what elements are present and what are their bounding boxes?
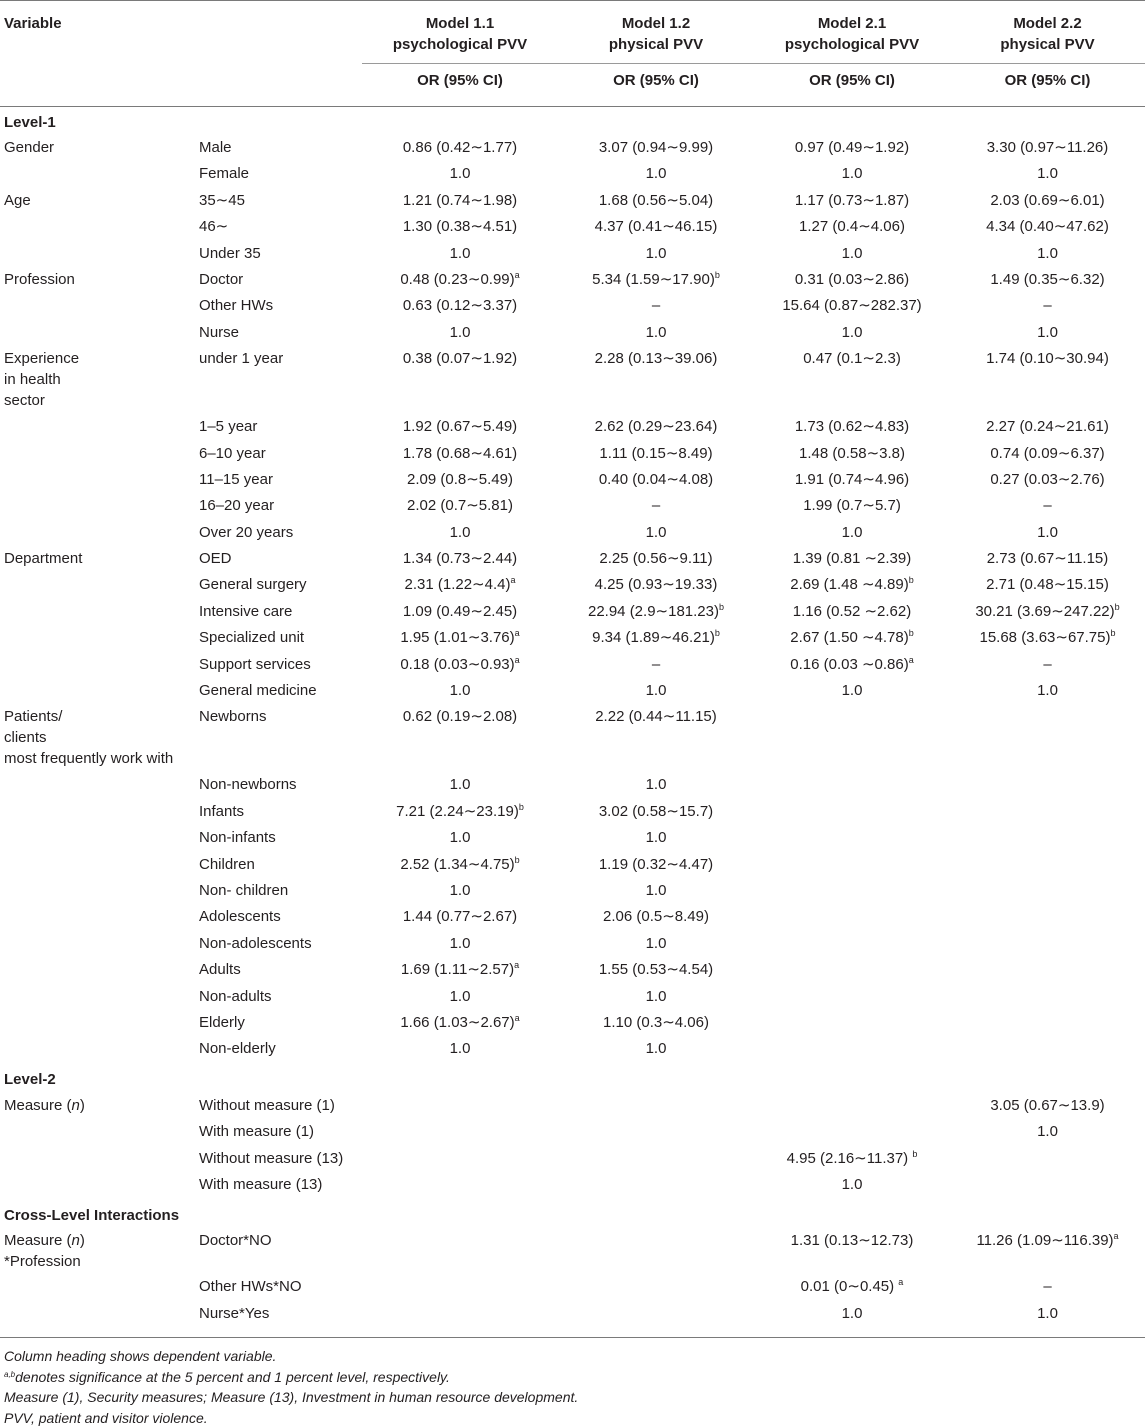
category-cell: 11–15 year (199, 470, 273, 488)
category-cell: 1–5 year (199, 418, 258, 436)
category-cell: OED (199, 550, 232, 568)
model-1-1-value: 1.0 (449, 323, 471, 341)
model-2-2-value: 30.21 (3.69∼247.22)$^b$ (975, 601, 1120, 620)
model-1-1-value (362, 1148, 558, 1174)
model-2-2-value (950, 933, 1145, 959)
model-1-1-value: 1.0 (449, 244, 471, 262)
table-row (0, 959, 1145, 985)
table-row (0, 880, 1145, 906)
model-2-2-value: 2.71 (0.48∼15.15) (986, 576, 1109, 594)
variable-cell (0, 880, 196, 906)
table-row (0, 522, 1145, 548)
model-2-2-value: 11.26 (1.09∼116.39)$^a$ (976, 1231, 1119, 1250)
table-row (0, 137, 1145, 163)
header-stat: OR (95% CI) (754, 64, 950, 107)
variable-cell (0, 627, 196, 653)
model-2-2-value (950, 801, 1145, 827)
model-1-2-value (558, 1121, 754, 1147)
category-cell: Non-infants (199, 829, 276, 847)
model-1-1-value: 1.0 (449, 776, 471, 794)
category-cell: Newborns (199, 708, 267, 726)
category-cell: Nurse (199, 323, 240, 341)
model-2-1-value: 4.95 (2.16∼11.37) $^b$ (786, 1148, 918, 1167)
model-1-1-value: 1.30 (0.38∼4.51) (402, 218, 518, 236)
model-1-1-value: 1.0 (449, 1040, 471, 1058)
model-2-1-value (754, 1095, 950, 1121)
variable-cell (0, 680, 196, 706)
header-row-stats (0, 64, 1145, 107)
model-2-2-value: – (1043, 297, 1052, 315)
category-cell: 46∼ (199, 218, 229, 236)
section-level-1: Level-1 (4, 113, 56, 131)
model-2-1-value (754, 880, 950, 906)
table-row (0, 601, 1145, 627)
category-cell: Under 35 (199, 244, 261, 262)
model-2-2-value (950, 706, 1145, 774)
model-2-1-value (754, 774, 950, 800)
variable-cell: Gender (4, 139, 55, 156)
model-2-2-value: 1.0 (1037, 523, 1058, 541)
category-cell: Infants (199, 802, 245, 820)
table-row (0, 243, 1145, 269)
model-1-1-value: 1.0 (449, 829, 471, 847)
table-row (0, 1174, 1145, 1200)
model-2-1-value: 2.69 (1.48 ∼4.89)$^b$ (790, 575, 914, 594)
model-2-2-value (950, 1174, 1145, 1200)
model-2-2-value: 4.34 (0.40∼47.62) (986, 218, 1109, 236)
model-2-2-value (950, 906, 1145, 932)
model-2-1-value: 1.91 (0.74∼4.96) (794, 470, 910, 488)
model-2-1-value: 1.0 (841, 1304, 863, 1322)
table-row (0, 574, 1145, 600)
model-1-2-value (558, 1095, 754, 1121)
model-1-2-value: 2.22 (0.44∼11.15) (595, 708, 717, 726)
model-1-1-value: 1.0 (449, 165, 471, 183)
model-1-2-value: – (651, 297, 661, 315)
model-1-2-value: 1.19 (0.32∼4.47) (598, 855, 714, 873)
category-cell: Intensive care (199, 602, 293, 620)
model-1-1-value: 1.44 (0.77∼2.67) (402, 908, 518, 926)
header-variable: Variable (4, 15, 62, 32)
model-2-1-value: 0.16 (0.03 ∼0.86)$^a$ (790, 654, 914, 673)
model-1-1-value: 1.0 (449, 881, 471, 899)
category-cell: Nurse*Yes (199, 1304, 270, 1322)
table-row (0, 495, 1145, 521)
model-2-2-value: 0.74 (0.09∼6.37) (990, 444, 1105, 462)
variable-cell (0, 163, 196, 189)
model-1-1-value: 0.62 (0.19∼2.08) (402, 708, 518, 726)
variable-cell (0, 469, 196, 495)
model-1-2-value (558, 1148, 754, 1174)
table-row (0, 906, 1145, 932)
variable-cell (0, 801, 196, 827)
model-1-1-value (362, 1174, 558, 1200)
model-2-2-value (950, 986, 1145, 1012)
variable-cell (0, 1174, 196, 1200)
variable-cell (0, 827, 196, 853)
model-1-2-value: 3.02 (0.58∼15.7) (598, 802, 714, 820)
note-line: Column heading shows dependent variable. (4, 1348, 277, 1365)
model-2-2-value: – (1043, 1278, 1052, 1296)
variable-cell (0, 601, 196, 627)
model-1-1-value: 1.69 (1.11∼2.57)$^a$ (400, 960, 520, 979)
model-2-2-value (950, 1148, 1145, 1174)
model-1-2-value (558, 1303, 754, 1329)
model-2-1-value (754, 801, 950, 827)
model-1-2-value: 1.0 (645, 829, 667, 847)
header-stat: OR (95% CI) (558, 64, 754, 107)
variable-cell (0, 933, 196, 959)
table-row (0, 1012, 1145, 1038)
model-2-2-value: 3.05 (0.67∼13.9) (990, 1096, 1105, 1114)
model-2-1-value: 1.73 (0.62∼4.83) (794, 418, 910, 436)
category-cell: Elderly (199, 1013, 245, 1031)
category-cell: under 1 year (199, 350, 284, 368)
model-1-1-value: 1.21 (0.74∼1.98) (402, 191, 518, 209)
model-1-2-value: 4.25 (0.93∼19.33) (594, 576, 718, 594)
variable-cell (0, 654, 196, 680)
model-1-2-value: 1.0 (645, 323, 667, 341)
table-bottom-rule (0, 1329, 1145, 1338)
variable-cell (0, 416, 196, 442)
model-1-1-value: 1.92 (0.67∼5.49) (402, 418, 518, 436)
table-row (0, 1121, 1145, 1147)
model-1-1-value (362, 1230, 558, 1276)
model-2-1-value (754, 854, 950, 880)
table-row (0, 443, 1145, 469)
model-1-2-value: 9.34 (1.89∼46.21)$^b$ (592, 628, 720, 647)
table-row (0, 854, 1145, 880)
model-2-1-value: 1.99 (0.7∼5.7) (803, 497, 901, 515)
model-2-1-value (754, 986, 950, 1012)
table-row (0, 654, 1145, 680)
table-header (0, 1, 1145, 107)
header-stat: OR (95% CI) (362, 64, 558, 107)
model-1-1-value: 0.48 (0.23∼0.99)$^a$ (400, 269, 520, 288)
category-cell: 35∼45 (199, 191, 245, 209)
model-2-1-value: 0.01 (0∼0.45) $^a$ (800, 1277, 904, 1296)
category-cell: Without measure (1) (199, 1096, 335, 1114)
model-2-1-value (754, 933, 950, 959)
model-2-2-value: 1.0 (1037, 244, 1058, 262)
model-2-2-value: 1.74 (0.10∼30.94) (986, 350, 1109, 368)
table-row (0, 269, 1145, 295)
model-2-2-value: 2.27 (0.24∼21.61) (986, 418, 1109, 436)
table-row (0, 774, 1145, 800)
note-line: Measure (1), Security measures; Measure (13), Investment in human resource development. (4, 1389, 579, 1406)
table-row (0, 827, 1145, 853)
table-row (0, 706, 1145, 774)
table-row (0, 295, 1145, 321)
model-2-1-value: 2.67 (1.50 ∼4.78)$^b$ (790, 628, 914, 647)
header-stat: OR (95% CI) (950, 64, 1145, 107)
variable-cell (0, 443, 196, 469)
model-2-2-value: – (1043, 655, 1052, 673)
model-2-1-value: 1.17 (0.73∼1.87) (794, 191, 910, 209)
model-1-1-value: 1.95 (1.01∼3.76)$^a$ (400, 628, 520, 647)
model-2-1-value: 1.0 (841, 682, 863, 700)
model-2-2-value: 2.73 (0.67∼11.15) (986, 550, 1109, 568)
model-1-2-value: 2.25 (0.56∼9.11) (599, 550, 713, 568)
model-2-1-value (754, 706, 950, 774)
table-row (0, 933, 1145, 959)
model-2-2-value (950, 1012, 1145, 1038)
model-1-2-value: 5.34 (1.59∼17.90)$^b$ (592, 269, 720, 288)
model-1-2-value: 3.07 (0.94∼9.99) (598, 139, 714, 156)
model-1-1-value: 1.0 (449, 523, 471, 541)
model-1-2-value: 1.0 (645, 987, 667, 1005)
model-2-1-value (754, 906, 950, 932)
variable-cell: Profession (4, 270, 75, 288)
model-1-2-value: 1.68 (0.56∼5.04) (598, 191, 714, 209)
variable-cell (0, 295, 196, 321)
model-1-1-value: 0.18 (0.03∼0.93)$^a$ (400, 654, 520, 673)
variable-cell (0, 1038, 196, 1064)
variable-cell: Age (4, 191, 31, 209)
table-row (0, 1038, 1145, 1064)
variable-cell (0, 216, 196, 242)
variable-cell (0, 854, 196, 880)
category-cell: General surgery (199, 576, 307, 594)
model-1-1-value: 1.34 (0.73∼2.44) (402, 550, 518, 568)
header-row-models (0, 1, 1145, 64)
model-2-2-value: 0.27 (0.03∼2.76) (990, 470, 1105, 488)
model-1-2-value: 1.11 (0.15∼8.49) (599, 444, 713, 462)
variable-cell: Department (4, 550, 83, 568)
model-1-2-value: 1.0 (645, 881, 667, 899)
category-cell: Specialized unit (199, 629, 305, 647)
model-2-1-value: 1.0 (841, 323, 863, 341)
variable-cell: Measure (n) (4, 1096, 85, 1114)
model-1-1-value (362, 1303, 558, 1329)
model-1-1-value: 0.38 (0.07∼1.92) (402, 350, 518, 368)
table-row (0, 469, 1145, 495)
category-cell: Non-adults (199, 987, 272, 1005)
category-cell: Non- children (199, 881, 289, 899)
model-1-2-value: 2.06 (0.5∼8.49) (603, 908, 709, 926)
variable-cell: Measure (n) *Profession (4, 1232, 85, 1271)
category-cell: Male (199, 139, 232, 156)
variable-cell (0, 986, 196, 1012)
variable-cell (0, 1303, 196, 1329)
table-body (0, 107, 1145, 1338)
category-cell: With measure (1) (199, 1123, 315, 1141)
variable-cell (0, 522, 196, 548)
model-1-2-value: – (651, 497, 661, 515)
model-2-2-value: 1.0 (1037, 1304, 1058, 1322)
header-model-1-2: Model 1.2 physical PVV (608, 15, 704, 53)
header-model-1-1: Model 1.1 psychological PVV (392, 15, 528, 53)
model-1-2-value (558, 1230, 754, 1276)
model-1-1-value (362, 1276, 558, 1302)
model-2-1-value: 0.47 (0.1∼2.3) (803, 350, 901, 368)
table-row (0, 680, 1145, 706)
model-1-1-value: 1.78 (0.68∼4.61) (402, 444, 518, 462)
variable-cell (0, 1121, 196, 1147)
model-1-1-value: 2.52 (1.34∼4.75)$^b$ (400, 854, 520, 873)
model-2-2-value: 15.68 (3.63∼67.75)$^b$ (979, 628, 1116, 647)
model-1-1-value: 1.0 (449, 682, 471, 700)
category-cell: Other HWs (199, 297, 274, 315)
model-2-2-value: 1.0 (1037, 165, 1058, 183)
model-2-1-value: 0.97 (0.49∼1.92) (794, 139, 910, 156)
category-cell: Over 20 years (199, 523, 294, 541)
model-2-1-value (754, 1012, 950, 1038)
model-1-1-value: 1.0 (449, 987, 471, 1005)
model-1-2-value: 2.62 (0.29∼23.64) (594, 418, 718, 436)
category-cell: Adolescents (199, 908, 281, 926)
model-2-2-value: 1.49 (0.35∼6.32) (990, 270, 1105, 288)
table-row (0, 163, 1145, 189)
variable-cell (0, 322, 196, 348)
table-row (0, 1276, 1145, 1302)
variable-cell (0, 774, 196, 800)
variable-cell (0, 574, 196, 600)
model-2-2-value (950, 854, 1145, 880)
model-2-2-value (950, 774, 1145, 800)
model-1-2-value: 4.37 (0.41∼46.15) (594, 218, 718, 236)
model-2-2-value: 1.0 (1037, 1123, 1058, 1141)
model-1-1-value: 1.09 (0.49∼2.45) (402, 602, 518, 620)
category-cell: General medicine (199, 682, 317, 700)
table-row (0, 1095, 1145, 1121)
table-row (0, 1148, 1145, 1174)
model-2-2-value (950, 959, 1145, 985)
model-2-1-value: 1.0 (841, 523, 863, 541)
model-1-2-value: 22.94 (2.9∼181.23)$^b$ (587, 601, 724, 620)
model-1-2-value: 0.40 (0.04∼4.08) (598, 470, 714, 488)
table-notes (0, 1338, 1145, 1428)
model-2-2-value: 1.0 (1037, 323, 1058, 341)
model-2-2-value (950, 827, 1145, 853)
model-1-2-value: 1.0 (645, 776, 667, 794)
model-2-1-value (754, 1121, 950, 1147)
model-2-1-value: 1.31 (0.13∼12.73) (790, 1232, 914, 1250)
model-2-1-value: 1.0 (841, 1175, 863, 1193)
category-cell: Doctor*NO (199, 1232, 272, 1250)
category-cell: Support services (199, 655, 311, 673)
model-1-2-value (558, 1276, 754, 1302)
model-1-1-value (362, 1121, 558, 1147)
variable-cell: Experience in health sector (4, 350, 80, 410)
variable-cell (0, 243, 196, 269)
category-cell: Non-adolescents (199, 934, 312, 952)
table-row (0, 801, 1145, 827)
model-2-1-value: 1.39 (0.81 ∼2.39) (792, 550, 912, 568)
variable-cell (0, 906, 196, 932)
table-row (0, 1230, 1145, 1276)
category-cell: 6–10 year (199, 444, 266, 462)
model-1-2-value: 1.0 (645, 244, 667, 262)
model-2-2-value: 2.03 (0.69∼6.01) (990, 191, 1105, 209)
model-2-2-value: – (1043, 497, 1052, 515)
model-2-1-value (754, 827, 950, 853)
category-cell: Non-newborns (199, 776, 297, 794)
category-cell: Other HWs*NO (199, 1278, 302, 1296)
variable-cell (0, 959, 196, 985)
table-row (0, 986, 1145, 1012)
section-level-2: Level-2 (4, 1071, 56, 1089)
variable-cell (0, 1012, 196, 1038)
model-1-1-value: 0.86 (0.42∼1.77) (402, 139, 518, 156)
variable-cell (0, 495, 196, 521)
model-2-2-value: 3.30 (0.97∼11.26) (986, 139, 1109, 156)
table-row (0, 416, 1145, 442)
variable-cell: Patients/ clients most frequently work with (4, 708, 174, 768)
header-model-2-2: Model 2.2 physical PVV (1000, 15, 1095, 53)
category-cell: Non-elderly (199, 1040, 276, 1058)
model-1-2-value: – (651, 655, 661, 673)
table-row (0, 348, 1145, 416)
model-2-1-value: 1.48 (0.58∼3.8) (799, 444, 905, 462)
category-cell: Children (199, 855, 255, 873)
category-cell: Female (199, 165, 250, 183)
table-row (0, 1303, 1145, 1329)
model-2-1-value: 15.64 (0.87∼282.37) (782, 297, 922, 315)
variable-cell (0, 1276, 196, 1302)
table-row (0, 322, 1145, 348)
model-1-2-value: 1.10 (0.3∼4.06) (603, 1013, 709, 1031)
model-1-1-value: 1.0 (449, 934, 471, 952)
model-2-1-value (754, 1038, 950, 1064)
category-cell: Without measure (13) (199, 1149, 344, 1167)
category-cell: Doctor (199, 270, 244, 288)
model-1-2-value: 1.0 (645, 934, 667, 952)
model-2-2-value (950, 1038, 1145, 1064)
model-1-1-value: 2.31 (1.22∼4.4)$^a$ (404, 575, 516, 594)
model-2-1-value: 1.0 (841, 244, 863, 262)
model-2-2-value (950, 880, 1145, 906)
model-1-2-value: 1.0 (645, 682, 667, 700)
table-row (0, 190, 1145, 216)
model-1-2-value: 2.28 (0.13∼39.06) (594, 350, 718, 368)
model-1-1-value: 2.02 (0.7∼5.81) (407, 497, 513, 515)
model-2-1-value: 0.31 (0.03∼2.86) (794, 270, 910, 288)
model-1-1-value: 1.66 (1.03∼2.67)$^a$ (400, 1012, 520, 1031)
table-row (0, 548, 1145, 574)
model-1-2-value: 1.0 (645, 165, 667, 183)
category-cell: Adults (199, 961, 241, 979)
category-cell: 16–20 year (199, 497, 275, 515)
category-cell: With measure (13) (199, 1175, 323, 1193)
model-1-1-value (362, 1095, 558, 1121)
model-1-2-value: 1.0 (645, 523, 667, 541)
model-2-1-value: 1.27 (0.4∼4.06) (799, 218, 905, 236)
model-1-1-value: 0.63 (0.12∼3.37) (402, 297, 518, 315)
table-row (0, 216, 1145, 242)
variable-cell (0, 1148, 196, 1174)
table-row (0, 627, 1145, 653)
section-cross-level: Cross-Level Interactions (4, 1206, 180, 1224)
model-2-2-value: 1.0 (1037, 682, 1058, 700)
model-1-1-value: 7.21 (2.24∼23.19)$^b$ (396, 801, 524, 820)
model-1-2-value: 1.55 (0.53∼4.54) (598, 961, 714, 979)
model-1-2-value (558, 1174, 754, 1200)
model-2-1-value: 1.16 (0.52 ∼2.62) (792, 602, 912, 620)
model-1-1-value: 2.09 (0.8∼5.49) (407, 470, 513, 488)
model-2-1-value: 1.0 (841, 165, 863, 183)
header-model-2-1: Model 2.1 psychological PVV (784, 15, 920, 53)
model-1-2-value: 1.0 (645, 1040, 667, 1058)
note-line: $^{a,b}$denotes significance at the 5 percent and 1 percent level, respectively. (4, 1368, 450, 1385)
model-2-1-value (754, 959, 950, 985)
note-line: PVV, patient and visitor violence. (4, 1409, 208, 1426)
